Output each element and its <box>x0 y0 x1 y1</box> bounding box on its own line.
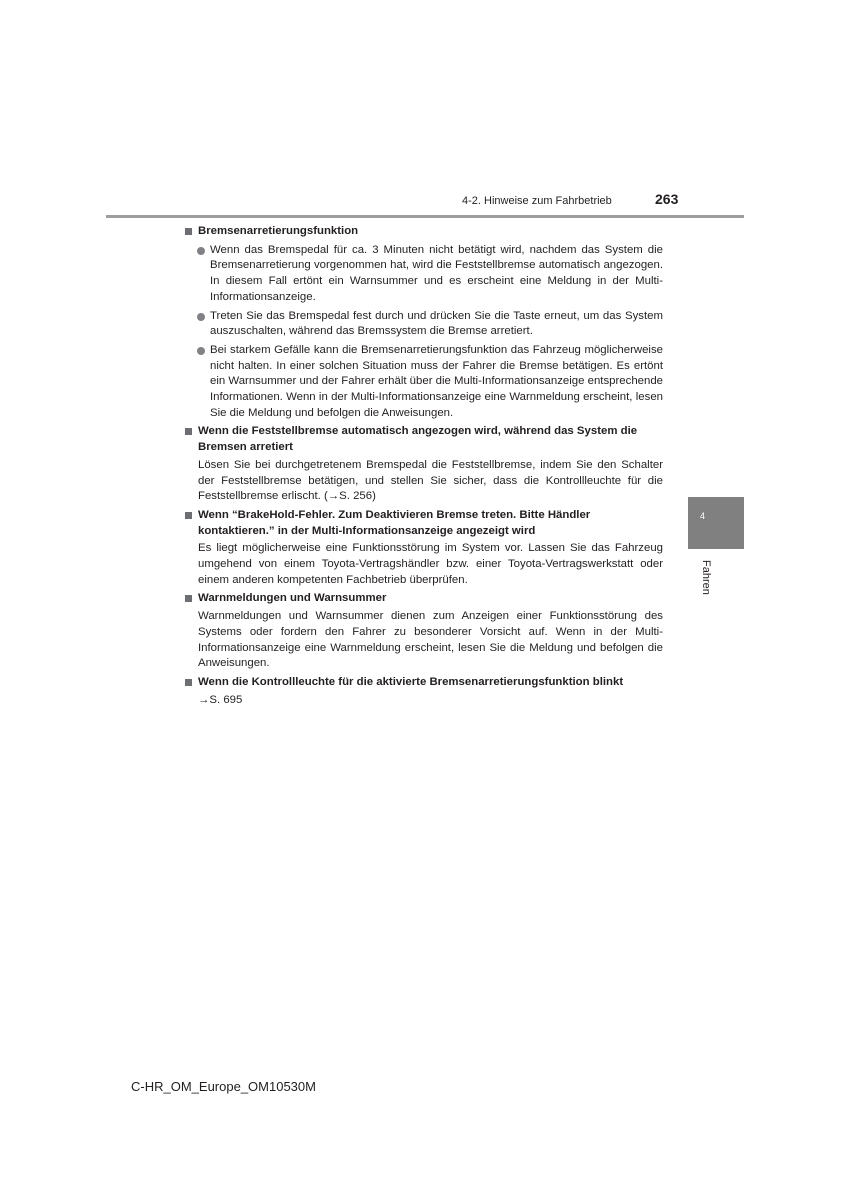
square-bullet-icon <box>185 228 192 235</box>
section-heading <box>185 508 663 539</box>
bullet-item <box>197 243 663 306</box>
section-heading <box>185 591 663 607</box>
bullet-text: Bei starkem Gefälle kann die Bremsenarretierungsfunktion das Fahrzeug möglicherweise nicht halten. In einer solchen Situation muss der Fahrer die Bremse betätigen. Es ertönt ein Warnsummer und der Fahrer erhält über die Multi-Informationsanzeige entsprechende Informationen. Wenn in der Multi-Informationsanzeige eine Warnmeldung erscheint, lesen Sie die Meldung und befolgen die Anweisungen. <box>210 343 663 419</box>
section-body: Warnmeldungen und Warnsummer dienen zum Anzeigen einer Funktionsstörung des Systems oder fordern den Fahrer zu besonderer Vorsicht auf. Wenn in der Multi-Informationsanzeige eine Warnmeldung erscheint, lesen Sie die Meldung und befolgen die Anweisungen. <box>198 610 663 670</box>
chapter-tab <box>688 497 744 549</box>
bullet-item <box>197 309 663 340</box>
section-heading <box>185 424 663 455</box>
section-heading <box>185 675 663 691</box>
chapter-number: 4 <box>700 511 706 521</box>
circle-bullet-icon <box>197 313 205 321</box>
header-divider <box>106 215 744 218</box>
circle-bullet-icon <box>197 347 205 355</box>
section-body: Es liegt möglicherweise eine Funktionsstörung im System vor. Lassen Sie das Fahrzeug umgehend von einem Toyota-Vertragshändler bzw. einer Toyota-Vertragswerkstatt oder einem anderen kompetenten Fachbetrieb überprüfen. <box>198 542 663 586</box>
section-heading <box>185 224 663 240</box>
bullet-text: Treten Sie das Bremspedal fest durch und drücken Sie die Taste erneut, um das System auszuschalten, während das Bremssystem die Bremse arretiert. <box>210 309 663 338</box>
square-bullet-icon <box>185 595 192 602</box>
bullet-text: Wenn das Bremspedal für ca. 3 Minuten nicht betätigt wird, nachdem das System die Bremsenarretierung vorgenommen hat, wird die Feststellbremse automatisch angezogen. In diesem Fall ertönt ein Warnsummer und es erscheint eine Meldung in der Multi-Informationsanzeige. <box>210 243 663 303</box>
section-heading-text: Wenn die Kontrollleuchte für die aktivierte Bremsenarretierungsfunktion blinkt <box>198 675 624 688</box>
bullet-item <box>197 343 663 422</box>
page-number: 263 <box>655 191 679 207</box>
section-body: Lösen Sie bei durchgetretenem Bremspedal die Feststellbremse, indem Sie den Schalter der Feststellbremse betätigen, und stellen Sie sicher, dass die Kontrollleuchte für die Feststellbremse erlischt. (→S. 256) <box>198 458 663 503</box>
page-content <box>185 224 663 708</box>
section-heading-text: Wenn die Feststellbremse automatisch angezogen wird, während das System die Bremsen arretiert <box>198 425 638 454</box>
section-header: 4-2. Hinweise zum Fahrbetrieb <box>462 195 612 207</box>
square-bullet-icon <box>185 428 192 435</box>
circle-bullet-icon <box>197 247 205 255</box>
section-heading-text: Bremsenarretierungsfunktion <box>198 225 359 237</box>
section-heading-text: Wenn “BrakeHold-Fehler. Zum Deaktivieren Bremse treten. Bitte Händler kontaktieren.” in der Multi-Informationsanzeige angezeigt wird <box>198 508 591 537</box>
document-code: C-HR_OM_Europe_OM10530M <box>131 1079 316 1094</box>
square-bullet-icon <box>185 679 192 686</box>
page-reference: →S. 695 <box>198 693 243 706</box>
chapter-label: Fahren <box>700 560 712 595</box>
section-heading-text: Warnmeldungen und Warnsummer <box>198 592 387 605</box>
square-bullet-icon <box>185 512 192 519</box>
